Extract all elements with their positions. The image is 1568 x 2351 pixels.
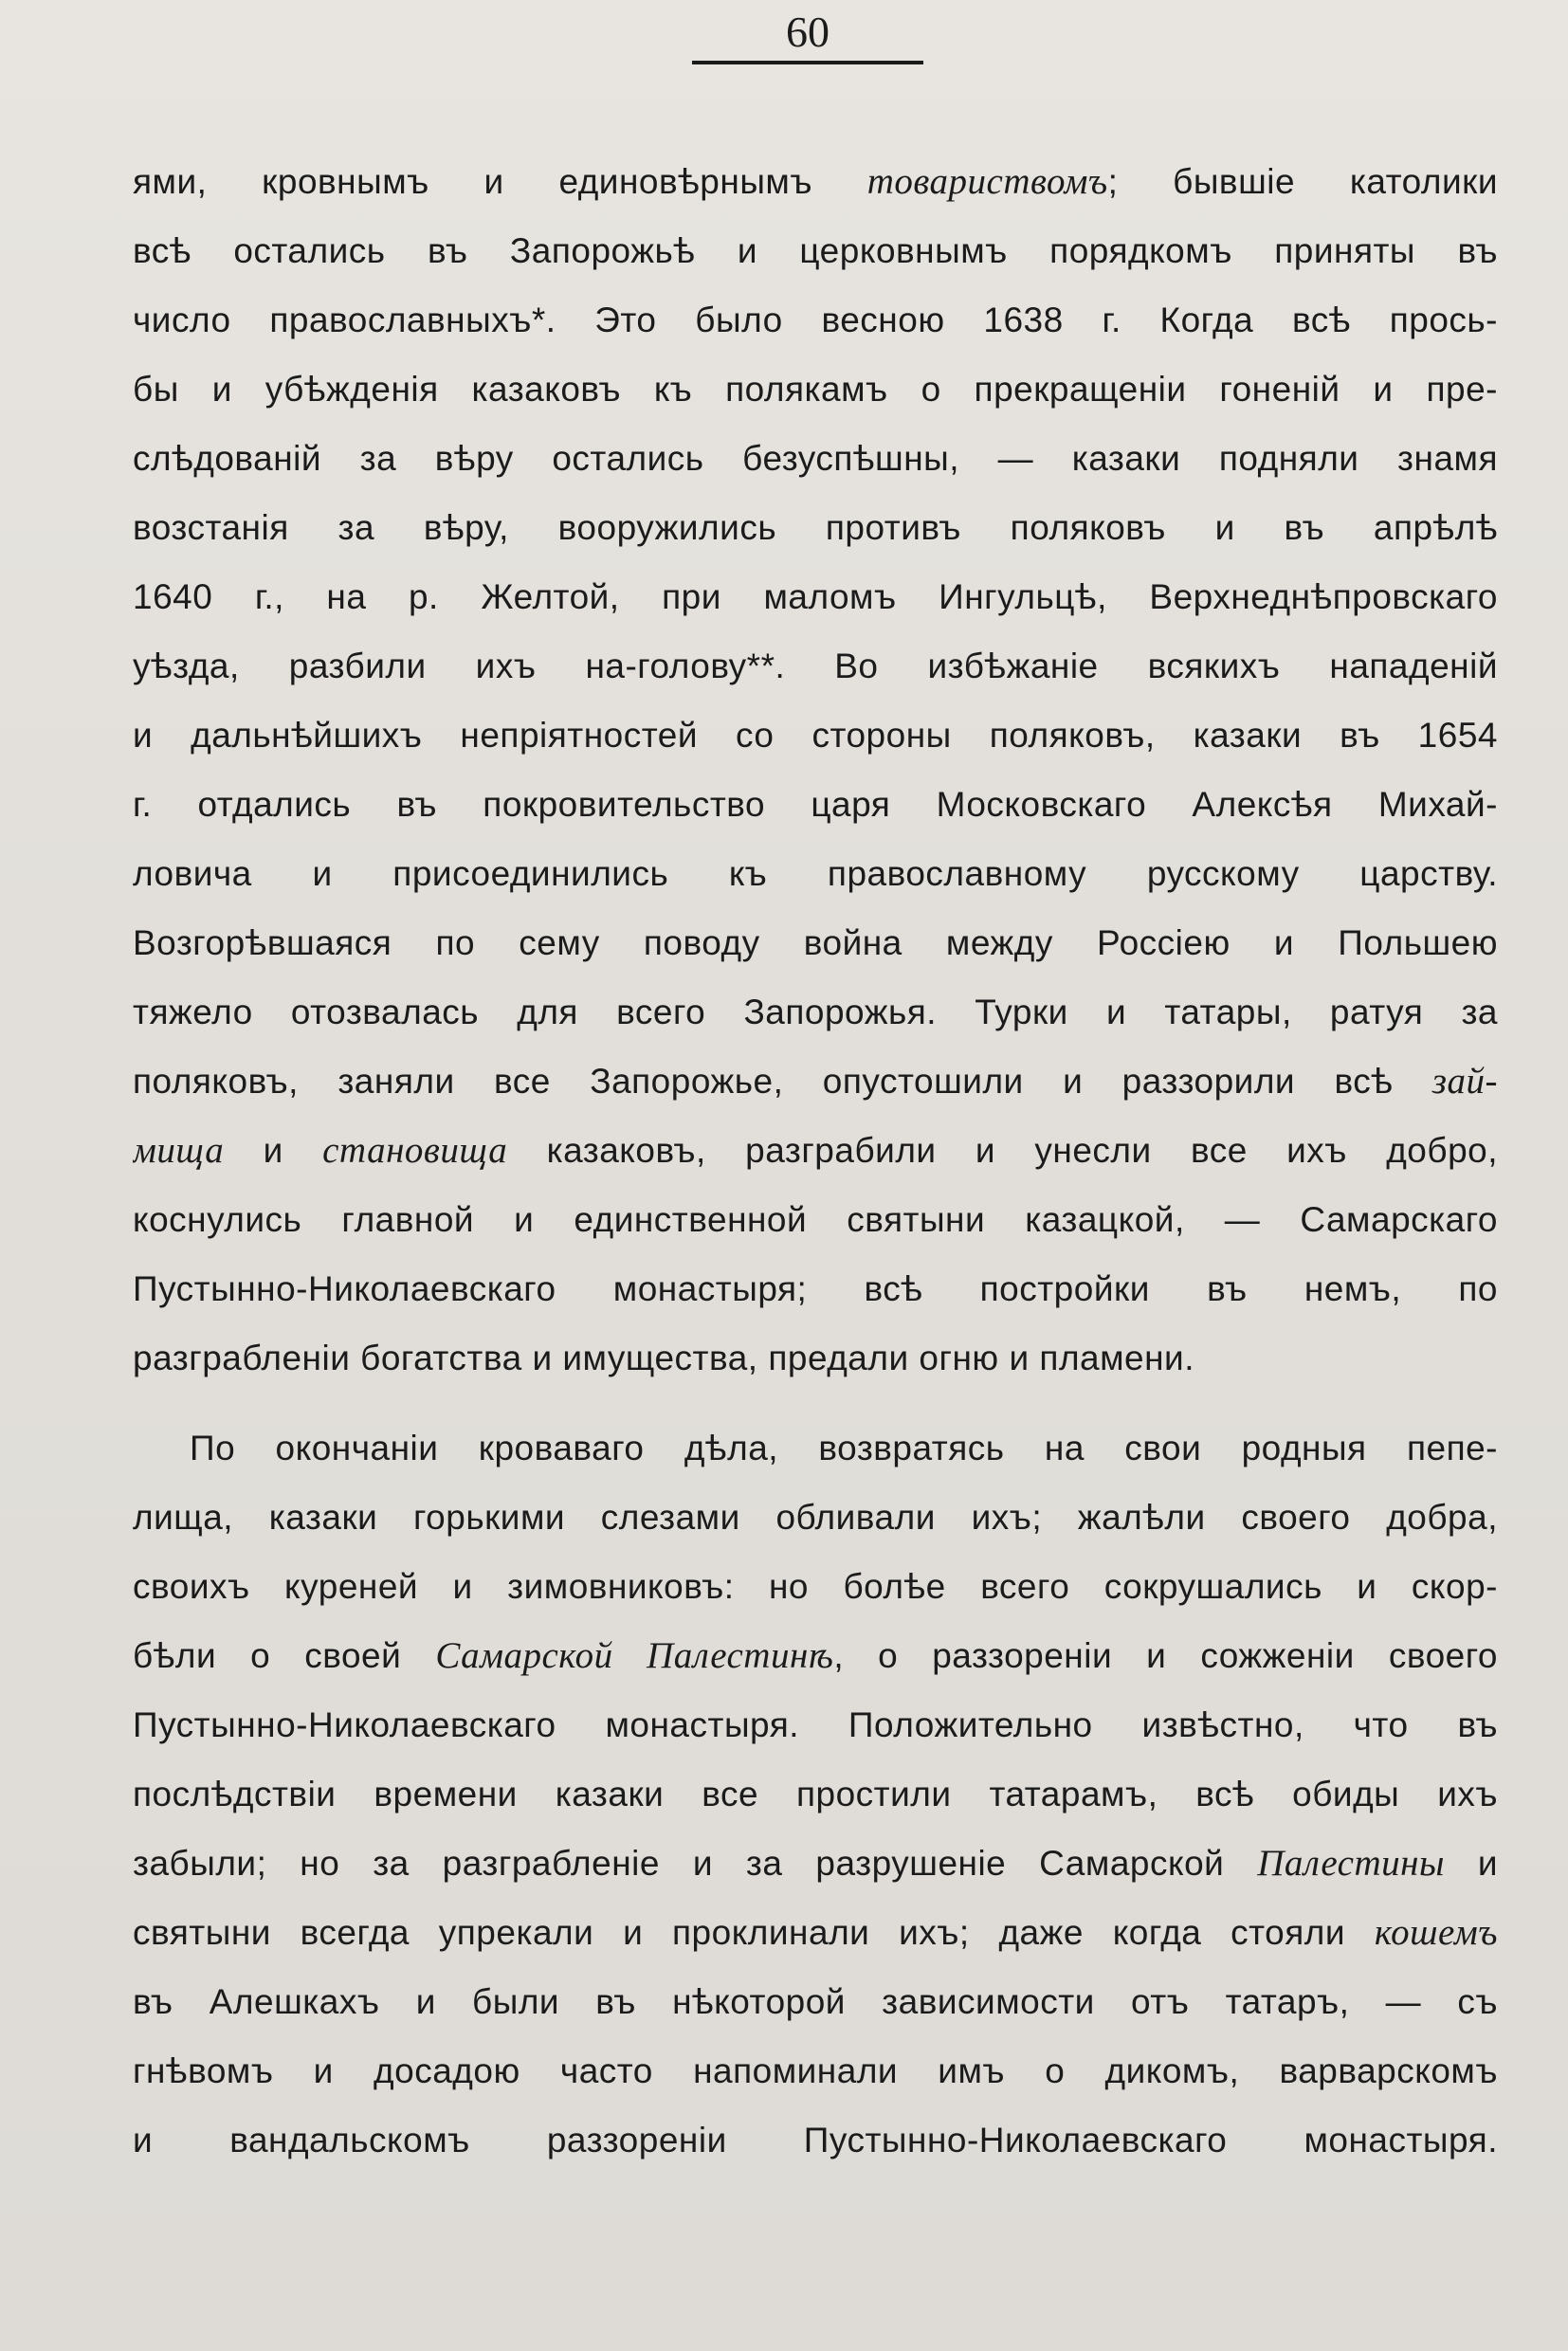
text-line — [133, 1254, 1498, 1323]
text-segment: коснулись главной и единственной святыни казацкой, — Самарскаго — [133, 1200, 1498, 1239]
italic-text: товариствомъ — [866, 161, 1108, 202]
italic-text: зай- — [1431, 1061, 1498, 1102]
text-line — [133, 1967, 1498, 2036]
text-line — [133, 1690, 1498, 1759]
text-line — [133, 839, 1498, 908]
text-segment: разграбленіи богатства и имущества, предали огню и пламени. — [133, 1339, 1195, 1377]
text-segment: забыли; но за разграбленіе и за разрушеніе Самарской — [133, 1844, 1258, 1883]
text-segment: гнѣвомъ и досадою часто напоминали имъ о дикомъ, варварскомъ — [133, 2051, 1498, 2090]
text-line — [133, 1829, 1498, 1898]
italic-text: Палестины — [1257, 1843, 1445, 1884]
text-line — [133, 147, 1498, 216]
text-segment: тяжело отозвалась для всего Запорожья. Турки и татары, ратуя за — [133, 993, 1498, 1031]
text-line — [133, 1323, 1498, 1393]
text-line — [133, 1413, 1498, 1483]
text-line — [133, 1759, 1498, 1829]
text-line — [133, 285, 1498, 355]
text-segment: всѣ остались въ Запорожьѣ и церковнымъ порядкомъ приняты въ — [133, 231, 1498, 270]
page-number: 60 — [786, 8, 830, 56]
text-line — [133, 216, 1498, 285]
text-segment: возстанія за вѣру, вооружились противъ поляковъ и въ апрѣлѣ — [133, 508, 1498, 547]
text-line — [133, 1483, 1498, 1552]
text-line — [133, 1898, 1498, 1967]
text-line — [133, 1621, 1498, 1690]
text-segment: поляковъ, заняли все Запорожье, опустошили и раззорили всѣ — [133, 1062, 1432, 1101]
text-segment: въ Алешкахъ и были въ нѣкоторой зависимости отъ татаръ, — съ — [133, 1982, 1498, 2021]
page-number-rule — [692, 61, 923, 64]
text-segment: бы и убѣжденія казаковъ къ полякамъ о прекращеніи гоненій и пре- — [133, 370, 1498, 409]
text-segment: ловича и присоединились къ православному русскому царству. — [133, 854, 1498, 893]
text-segment: лища, казаки горькими слезами обливали ихъ; жалѣли своего добра, — [133, 1498, 1498, 1537]
text-segment: и вандальскомъ раззореніи Пустынно-Николаевскаго монастыря. — [133, 2121, 1498, 2160]
body-text — [133, 147, 1498, 2175]
text-line — [133, 424, 1498, 493]
text-line — [133, 977, 1498, 1047]
paragraph-2 — [133, 1413, 1498, 2175]
text-line — [133, 770, 1498, 839]
text-segment: уѣзда, разбили ихъ на-голову**. Во избѣжаніе всякихъ нападеній — [133, 647, 1498, 685]
italic-text: Самарской Палестинѣ — [435, 1635, 834, 1676]
text-segment: , о раззореніи и сожженіи своего — [833, 1636, 1498, 1675]
italic-text: становища — [322, 1130, 508, 1171]
text-segment: Возгорѣвшаяся по сему поводу война между Россіею и Польшею — [133, 923, 1498, 962]
paragraph-1 — [133, 147, 1498, 1393]
text-segment: бѣли о своей — [133, 1636, 436, 1675]
text-line — [133, 2036, 1498, 2105]
text-segment: 1640 г., на р. Желтой, при маломъ Ингульцѣ, Верхнеднѣпровскаго — [133, 577, 1498, 616]
text-line — [133, 908, 1498, 977]
text-line — [133, 1047, 1498, 1116]
text-segment: ; бывшіе католики — [1107, 162, 1498, 201]
text-segment: и дальнѣйшихъ непріятностей со стороны поляковъ, казаки въ 1654 — [133, 716, 1498, 755]
text-segment: слѣдованій за вѣру остались безуспѣшны, — казаки подняли знамя — [133, 439, 1498, 478]
italic-text: кошемъ — [1374, 1912, 1498, 1953]
text-line — [133, 1185, 1498, 1254]
text-segment: святыни всегда упрекали и проклинали ихъ; даже когда стояли — [133, 1913, 1375, 1952]
text-segment: казаковъ, разграбили и унесли все ихъ добро, — [507, 1131, 1498, 1170]
text-segment: своихъ куреней и зимовниковъ: но болѣе всего сокрушались и скор- — [133, 1567, 1498, 1606]
text-segment: и — [1444, 1844, 1498, 1883]
text-line — [133, 562, 1498, 631]
text-segment: послѣдствіи времени казаки все простили татарамъ, всѣ обиды ихъ — [133, 1775, 1498, 1813]
text-segment: число православныхъ*. Это было весною 1638 г. Когда всѣ прось- — [133, 301, 1498, 339]
text-segment: ями, кровнымъ и единовѣрнымъ — [133, 162, 867, 201]
text-line — [133, 631, 1498, 701]
text-line — [133, 355, 1498, 424]
text-segment: и — [224, 1131, 323, 1170]
text-line — [133, 701, 1498, 770]
text-line — [133, 2105, 1498, 2175]
text-line — [133, 493, 1498, 562]
text-line — [133, 1552, 1498, 1621]
text-segment: По окончаніи кроваваго дѣла, возвратясь на свои родныя пепе- — [190, 1429, 1498, 1467]
text-segment: Пустынно-Николаевскаго монастыря; всѣ постройки въ немъ, по — [133, 1269, 1498, 1308]
text-segment: г. отдались въ покровительство царя Московскаго Алексѣя Михай- — [133, 785, 1498, 824]
text-segment: Пустынно-Николаевскаго монастыря. Положительно извѣстно, что въ — [133, 1705, 1498, 1744]
italic-text: мища — [133, 1130, 225, 1171]
text-line — [133, 1116, 1498, 1185]
